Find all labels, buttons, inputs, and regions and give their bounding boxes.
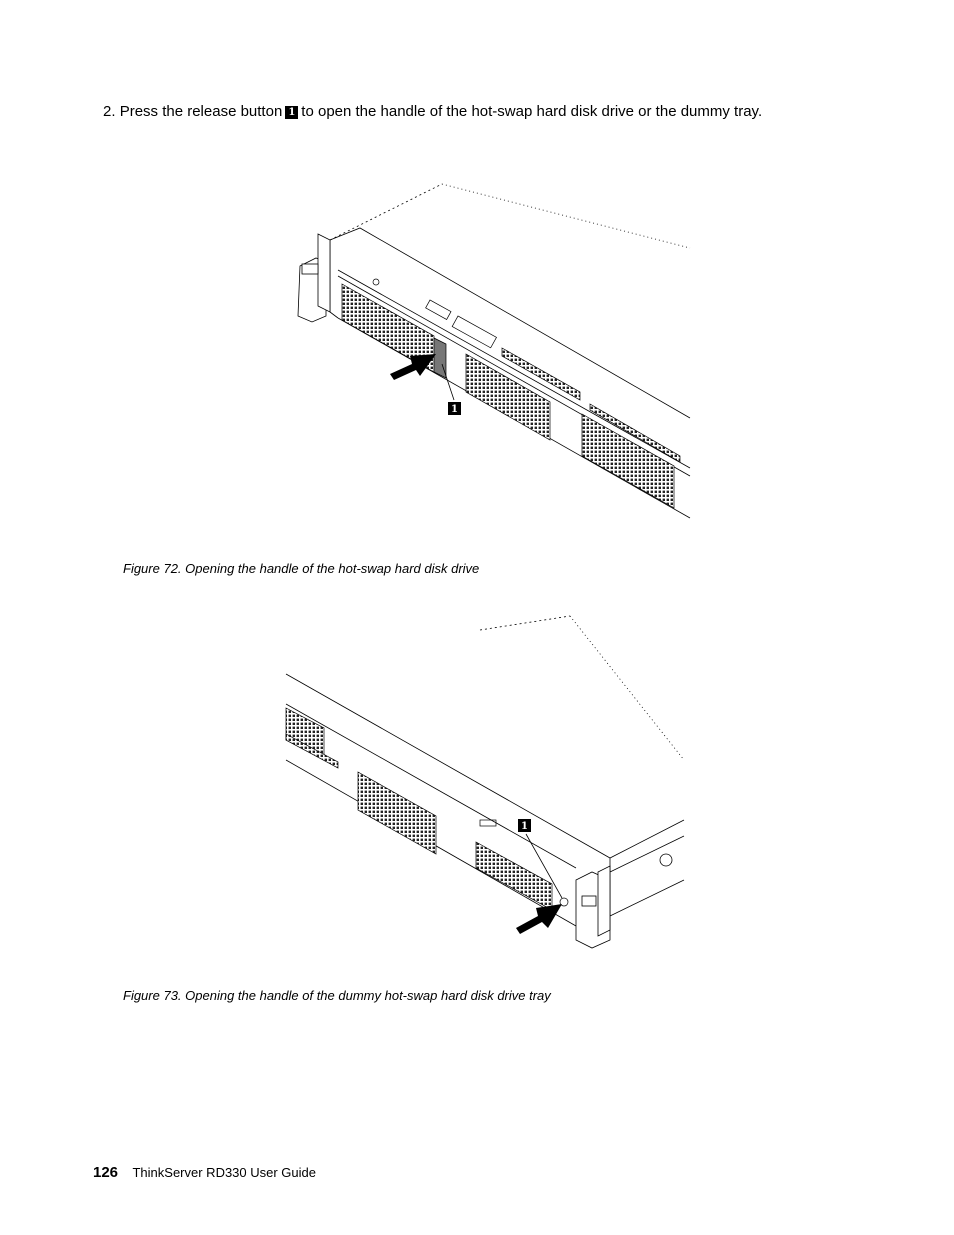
callout-leader	[442, 364, 454, 400]
step-text-after: to open the handle of the hot-swap hard disk drive or the dummy tray.	[301, 103, 763, 120]
figure-72-caption: Figure 72. Opening the handle of the hot-swap hard disk drive	[123, 561, 480, 576]
figure-73-caption: Figure 73. Opening the handle of the dummy hot-swap hard disk drive tray	[123, 988, 551, 1003]
instruction-step	[103, 102, 762, 122]
drive-bay-2	[466, 348, 580, 440]
page-footer	[93, 1164, 316, 1182]
server-chassis	[286, 616, 684, 926]
release-button-callout: 1	[285, 106, 298, 119]
push-arrow	[516, 904, 562, 934]
drive-bay-3	[582, 404, 680, 508]
figure-73-callout: 1	[521, 821, 528, 832]
rack-handle-left	[298, 234, 330, 322]
drive-bay-2	[358, 772, 436, 854]
drive-bay-1	[342, 284, 446, 378]
page-number: 126	[93, 1164, 119, 1181]
figure-72-illustration	[290, 178, 695, 523]
step-number: 2.	[103, 103, 116, 120]
step-text-before: Press the release button	[119, 103, 283, 120]
optical-drive-slot	[480, 820, 496, 826]
drive-bay-3	[476, 842, 568, 910]
rack-handle-right	[576, 866, 610, 948]
chassis-screw	[660, 854, 672, 866]
drive-bay-1	[286, 708, 338, 768]
figure-72-callout: 1	[451, 404, 458, 415]
guide-title: ThinkServer RD330 User Guide	[132, 1165, 317, 1180]
figure-73-illustration	[280, 610, 690, 960]
